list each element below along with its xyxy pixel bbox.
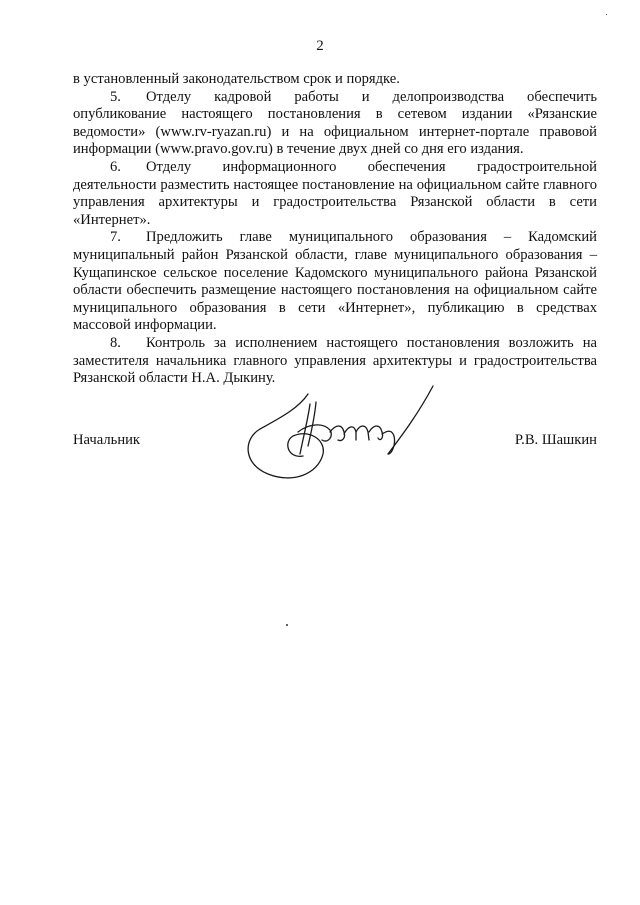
document-body <box>73 71 597 388</box>
page-number: 2 <box>316 38 324 54</box>
paragraph-continuation: в установленный законодательством срок и порядке. <box>73 71 400 87</box>
handwritten-signature <box>238 374 438 504</box>
paragraph-6 <box>73 159 597 229</box>
paragraph-5 <box>73 89 597 159</box>
signer-title: Начальник <box>73 432 141 448</box>
paragraph-text: Отделу информационного обеспечения градостроительной деятельности разместить настоящее постановление на официальном сайте главного управления архитектуры и градостроительства Рязанской области в сети «Интернет». <box>73 158 597 228</box>
paragraph-text: Предложить главе муниципального образования – Кадомский муниципальный район Рязанской области, главе муниципального образования – Кущапинское сельское поселение Кадомского муниципального района Рязанской области обеспечить размещение настоящего постановления на официальном сайте муниципального образования в сети «Интернет», публикацию в средствах массовой информации. <box>73 229 597 334</box>
paragraph-number: 5. <box>110 88 121 105</box>
scan-speck <box>286 624 288 626</box>
scan-speck <box>606 14 607 15</box>
signer-name: Р.В. Шашкин <box>514 432 597 448</box>
paragraph-text: Контроль за исполнением настоящего постановления возложить на заместителя начальника главного управления архитектуры и градостроительства Рязанской области Н.А. Дыкину. <box>73 334 597 387</box>
paragraph-text: Отделу кадровой работы и делопроизводства обеспечить опубликование настоящего постановления в сетевом издании «Рязанские ведомости» (www.rv-ryazan.ru) и на официальном интернет-портале правовой информации (www.pravo.gov.ru) в течение двух дней со дня его издания. <box>73 88 597 158</box>
paragraph-number: 7. <box>110 229 121 246</box>
paragraph-number: 8. <box>110 334 121 351</box>
paragraph-7 <box>73 229 597 335</box>
paragraph-number: 6. <box>110 158 121 175</box>
